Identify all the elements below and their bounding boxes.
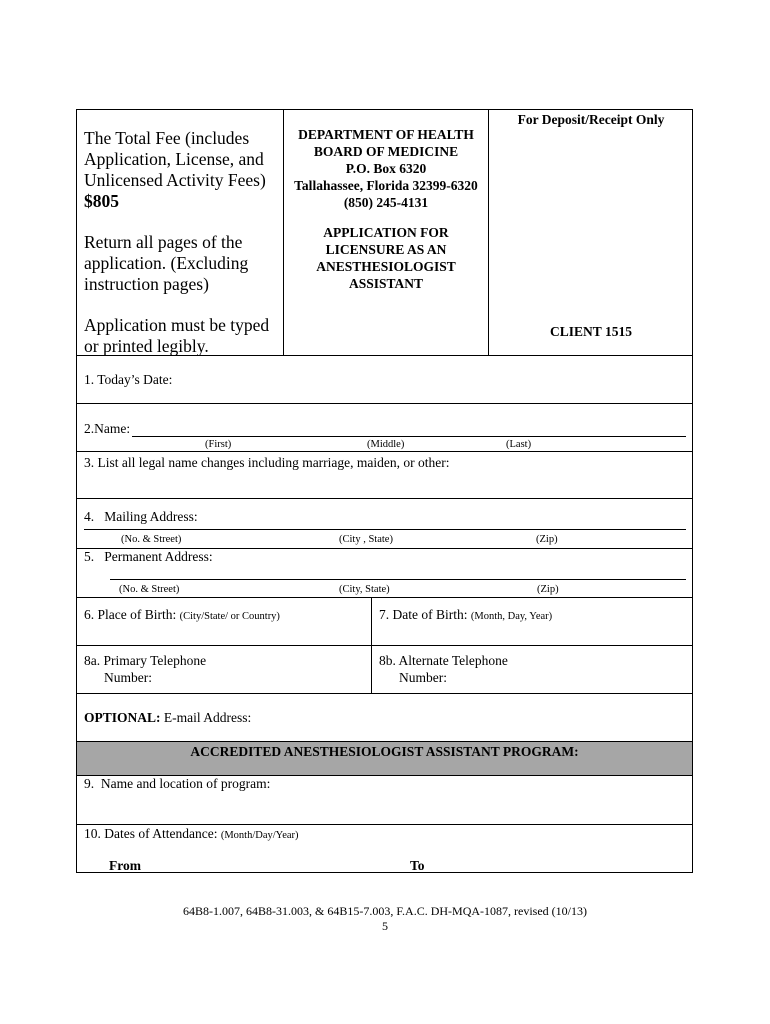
- return-line-1: Return all pages of the: [84, 232, 243, 252]
- date-of-birth-hint: (Month, Day, Year): [470, 611, 553, 622]
- birth-row: [77, 598, 692, 646]
- phone-divider: [371, 646, 372, 693]
- primary-phone-label-2[interactable]: Number:: [104, 670, 152, 685]
- dates-attendance-label: [84, 826, 299, 842]
- application-form: [76, 109, 693, 873]
- footer-rule: 64B8-1.007, 64B8-31.003, & 64B15-7.003, F.A.C. DH-MQA-1087, revised (10/13): [182, 904, 588, 918]
- mailing-zip-hint: (Zip): [536, 534, 558, 545]
- program-name-label: 9. Name and location of program:: [84, 776, 271, 791]
- from-label[interactable]: From: [109, 858, 141, 873]
- legal-names-label: 3. List all legal name changes including marriage, maiden, or other:: [84, 455, 450, 470]
- fee-line-2: Application, License, and: [84, 149, 264, 169]
- header-section: [77, 110, 692, 356]
- place-of-birth-hint: (City/State/ or Country): [179, 611, 280, 622]
- program-header-row: [77, 742, 692, 776]
- permanent-address-row[interactable]: [77, 549, 692, 598]
- primary-phone-label-1: 8a. Primary Telephone: [84, 653, 207, 668]
- dates-row: [77, 825, 692, 874]
- typed-line-1: Application must be typed: [84, 315, 270, 335]
- place-of-birth-text: 6. Place of Birth:: [84, 607, 177, 622]
- program-name-row[interactable]: [77, 776, 692, 825]
- return-line-2: application. (Excluding: [84, 253, 249, 273]
- return-line-3: instruction pages): [84, 274, 209, 294]
- to-label[interactable]: To: [410, 858, 425, 873]
- todays-date-row[interactable]: [77, 356, 692, 404]
- dept-line-5: (850) 245-4131: [343, 195, 429, 210]
- date-of-birth-text: 7. Date of Birth:: [379, 607, 468, 622]
- dept-line-2: BOARD OF MEDICINE: [313, 144, 459, 159]
- typed-line-2: or printed legibly.: [84, 336, 209, 356]
- phone-row: [77, 646, 692, 694]
- app-line-4: ASSISTANT: [348, 276, 424, 291]
- fee-line-3: Unlicensed Activity Fees): [84, 170, 266, 190]
- birth-divider: [371, 598, 372, 645]
- name-first-hint: (First): [205, 439, 232, 450]
- perm-zip-hint: (Zip): [537, 584, 559, 595]
- header-divider-right: [488, 110, 489, 355]
- alt-phone-label-2[interactable]: Number:: [399, 670, 447, 685]
- program-header: ACCREDITED ANESTHESIOLOGIST ASSISTANT PROGRAM:: [190, 744, 579, 759]
- client-label: CLIENT 1515: [550, 324, 632, 339]
- dates-attendance-hint: (Month/Day/Year): [220, 830, 299, 841]
- email-label-text: E-mail Address:: [163, 710, 252, 725]
- app-line-2: LICENSURE AS AN: [325, 242, 447, 257]
- alt-phone-label-1: 8b. Alternate Telephone: [379, 653, 508, 668]
- fee-line-1: The Total Fee (includes: [84, 128, 250, 148]
- dates-attendance-text: 10. Dates of Attendance:: [84, 826, 218, 841]
- optional-label: OPTIONAL:: [84, 710, 161, 725]
- mailing-address-row[interactable]: [77, 499, 692, 549]
- dept-line-1: DEPARTMENT OF HEALTH: [298, 127, 474, 142]
- perm-city-hint: (City, State): [339, 584, 390, 595]
- name-row[interactable]: [77, 404, 692, 452]
- email-row[interactable]: [77, 694, 692, 742]
- perm-street-hint: (No. & Street): [119, 584, 180, 595]
- permanent-address-label: 5. Permanent Address:: [84, 549, 213, 564]
- date-of-birth-label[interactable]: [379, 607, 552, 623]
- name-label: 2.Name:: [84, 421, 131, 436]
- dept-line-3: P.O. Box 6320: [345, 161, 427, 176]
- mailing-address-label: 4. Mailing Address:: [84, 509, 198, 524]
- name-line[interactable]: [132, 436, 686, 437]
- name-middle-hint: (Middle): [367, 439, 405, 450]
- mailing-city-hint: (City , State): [339, 534, 393, 545]
- name-last-hint: (Last): [506, 439, 532, 450]
- mailing-address-line[interactable]: [84, 529, 686, 530]
- app-line-1: APPLICATION FOR: [323, 225, 449, 240]
- page-number: 5: [382, 919, 388, 933]
- email-label: [84, 710, 251, 726]
- legal-names-row[interactable]: [77, 452, 692, 499]
- dept-line-4: Tallahassee, Florida 32399-6320: [294, 178, 478, 193]
- app-line-3: ANESTHESIOLOGIST: [316, 259, 456, 274]
- mailing-street-hint: (No. & Street): [121, 534, 182, 545]
- deposit-label: For Deposit/Receipt Only: [517, 112, 665, 127]
- fee-amount: $805: [84, 191, 119, 211]
- permanent-address-line[interactable]: [110, 579, 686, 580]
- todays-date-label: 1. Today’s Date:: [84, 372, 173, 387]
- place-of-birth-label[interactable]: [84, 607, 280, 623]
